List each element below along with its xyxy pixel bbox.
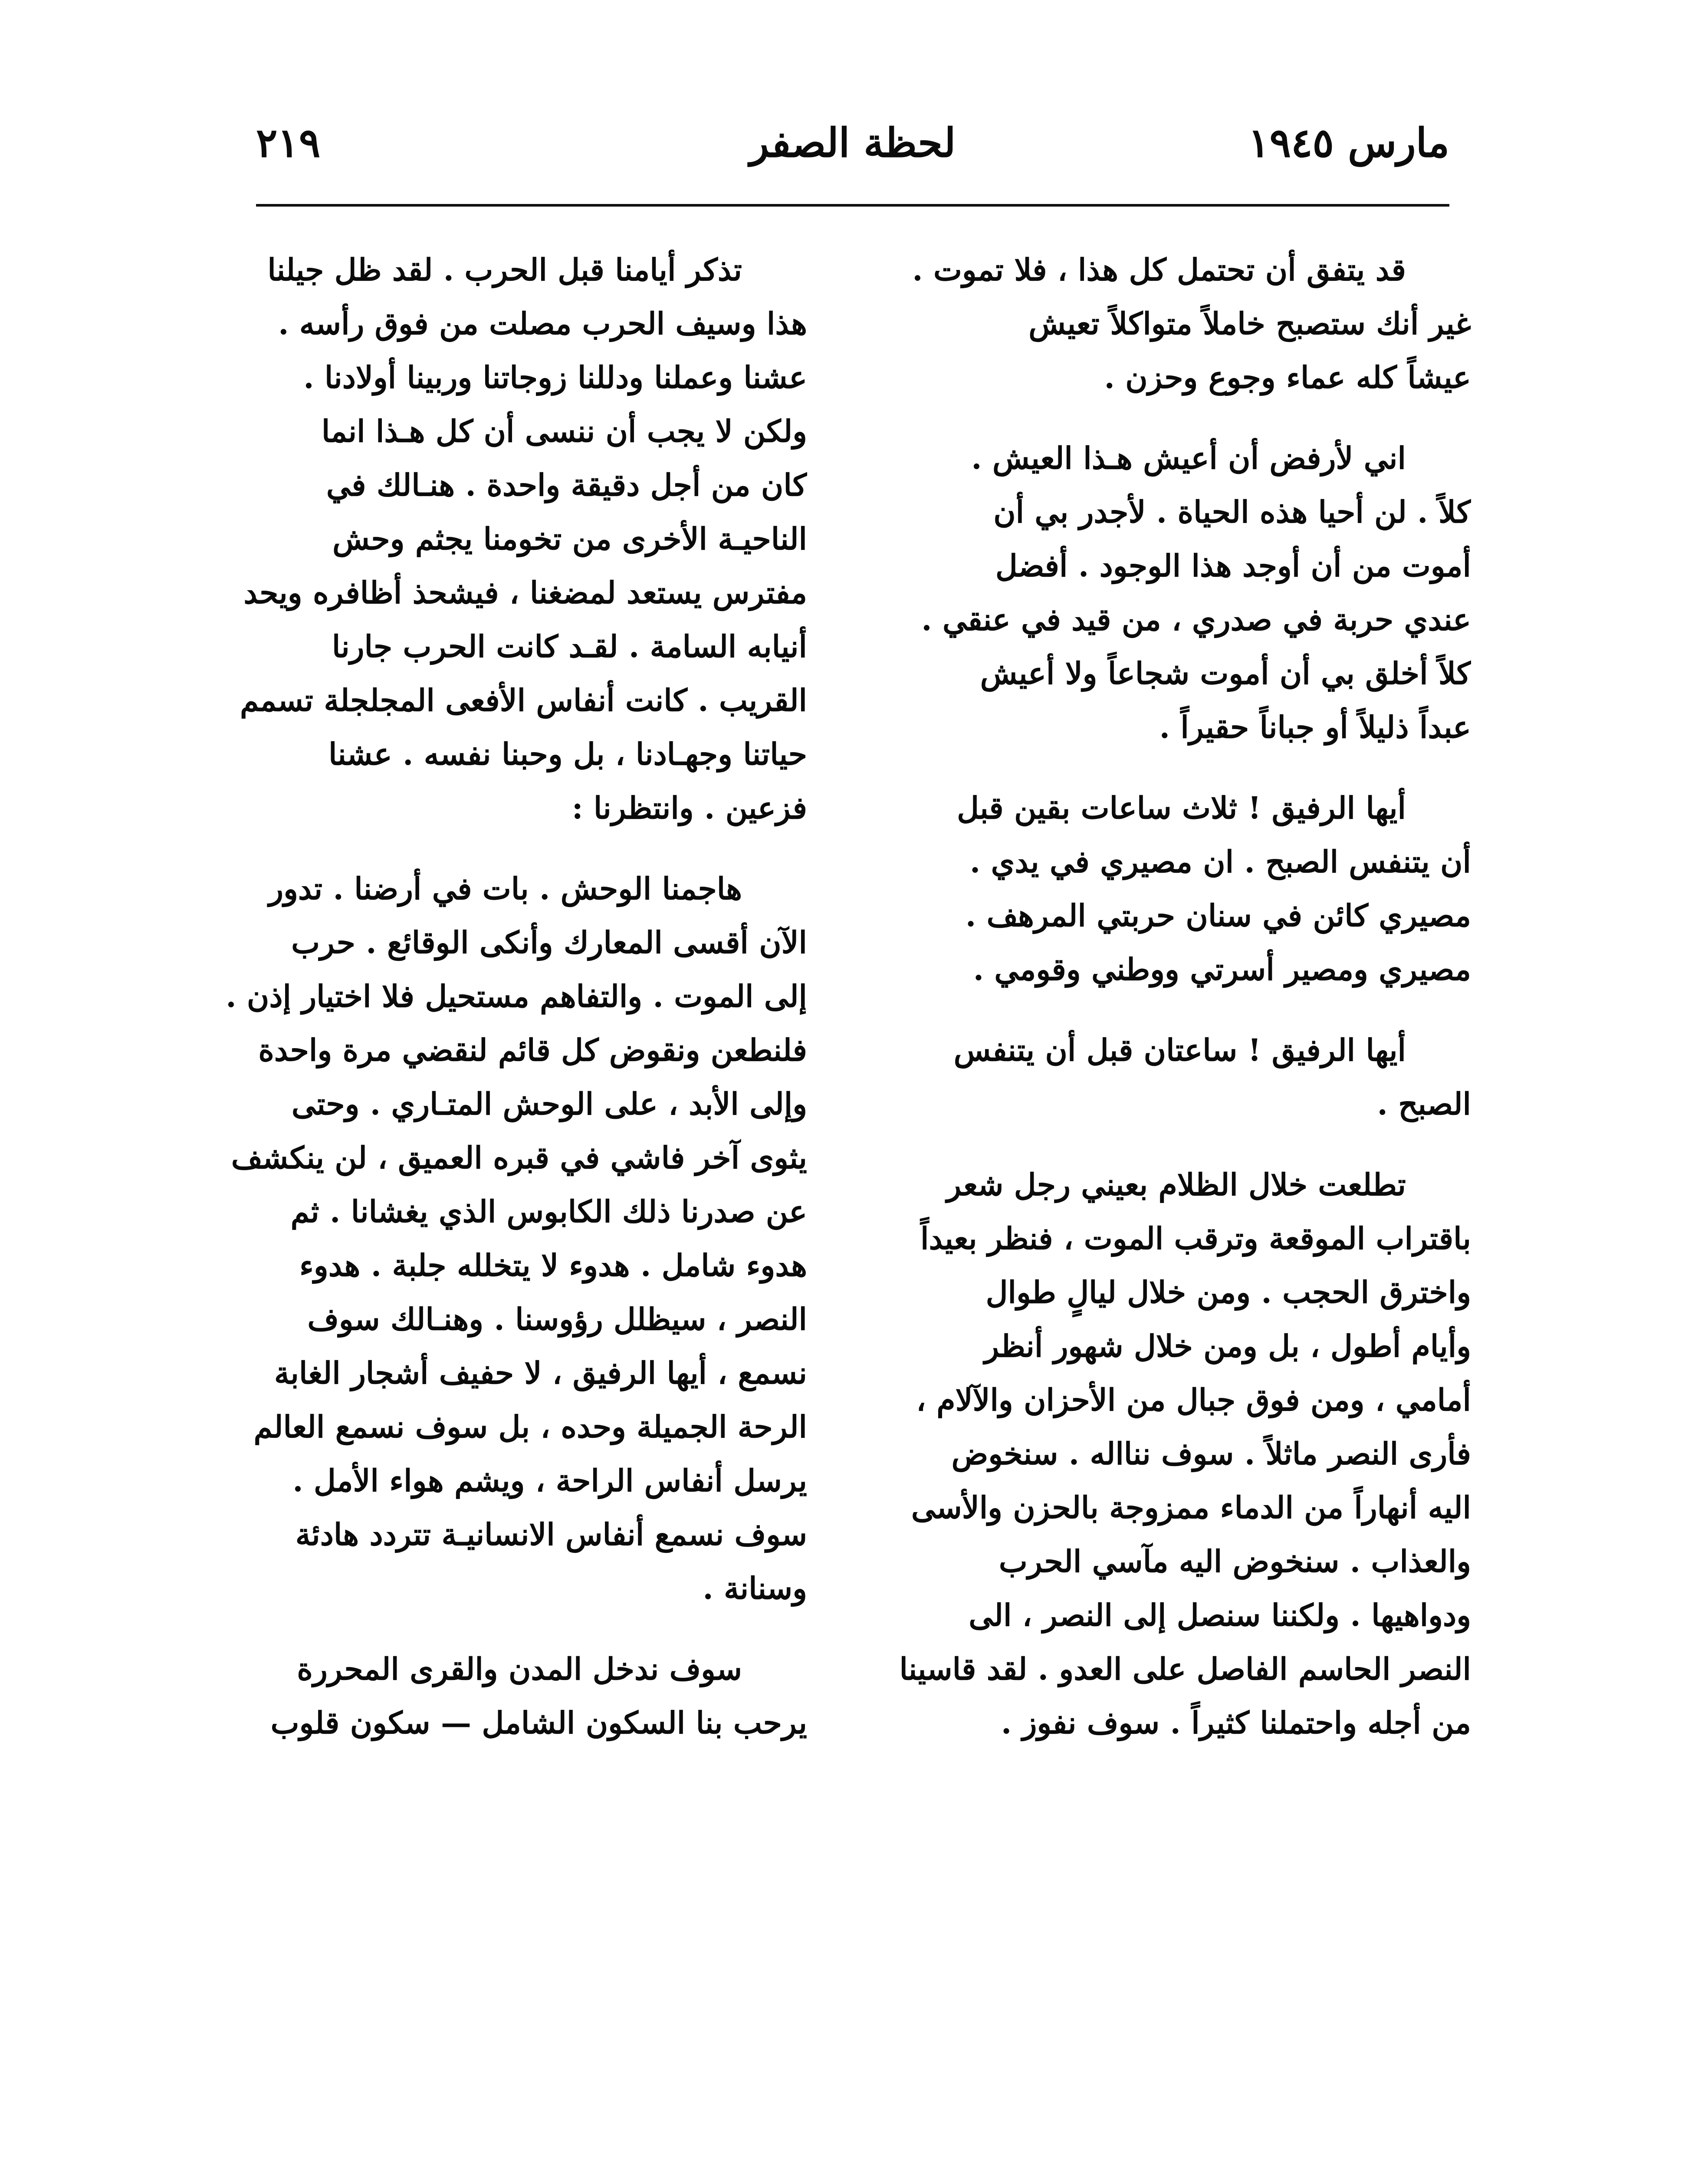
text-line: الرحة الجميلة وحده ، بل سوف نسمع العالم xyxy=(253,1409,807,1445)
text-line: ودواهيها . ولكننا سنصل إلى النصر ، الى xyxy=(969,1597,1471,1633)
header-rule xyxy=(256,204,1449,207)
text-line: يرسل أنفاس الراحة ، ويشم هواء الأمل . xyxy=(292,1463,807,1499)
text-line: كان من أجل دقيقة واحدة . هنـالك في xyxy=(326,467,807,503)
paragraph xyxy=(868,243,1471,404)
text-line: أيها الرفيق ! ساعتان قبل أن يتنفس xyxy=(953,1032,1406,1068)
text-line: كلاً . لن أحيا هذه الحياة . لأجدر بي أن xyxy=(993,494,1471,530)
text-line: نسمع ، أيها الرفيق ، لا حفيف أشجار الغابة xyxy=(274,1355,807,1391)
text-line: من أجله واحتملنا كثيراً . سوف نفوز . xyxy=(1001,1705,1471,1741)
text-line: حياتنا وجهـادنا ، بل وحبنا نفسه . عشنا xyxy=(328,736,807,772)
text-line: الناحيـة الأخرى من تخومنا يجثم وحش xyxy=(332,521,807,557)
text-line: الآن أقسى المعارك وأنكى الوقائع . حرب xyxy=(291,924,807,960)
text-line: كلاً أخلق بي أن أموت شجاعاً ولا أعيش xyxy=(980,655,1471,691)
text-line: إلى الموت . والتفاهم مستحيل فلا اختيار إذن . xyxy=(226,978,807,1014)
page-header xyxy=(256,119,1449,189)
text-line: تذكر أيامنا قبل الحرب . لقد ظل جيلنا xyxy=(267,252,742,288)
text-line: سوف ندخل المدن والقرى المحررة xyxy=(297,1651,742,1687)
text-line: وسنانة . xyxy=(703,1570,807,1606)
text-line: واخترق الحجب . ومن خلال ليالٍ طوال xyxy=(985,1274,1471,1310)
text-line: مفترس يستعد لمضغنا ، فيشحذ أظافره ويحد xyxy=(243,575,807,611)
text-line: فأرى النصر ماثلاً . سوف ننااله . سنخوض xyxy=(951,1436,1471,1472)
paragraph xyxy=(868,781,1471,996)
text-line: قد يتفق أن تحتمل كل هذا ، فلا تموت . xyxy=(912,252,1406,288)
text-line: هذا وسيف الحرب مصلت من فوق رأسه . xyxy=(278,306,807,342)
text-line: عندي حربة في صدري ، من قيد في عنقي . xyxy=(921,602,1471,638)
text-line: ولكن لا يجب أن ننسى أن كل هـذا انما xyxy=(321,413,807,449)
text-line: اني لأرفض أن أعيش هـذا العيش . xyxy=(971,440,1406,476)
text-line: عيشاً كله عماء وجوع وحزن . xyxy=(1104,359,1471,395)
paragraph xyxy=(868,1158,1471,1750)
text-line: سوف نسمع أنفاس الانسانيـة تتردد هادئة xyxy=(295,1516,807,1552)
header-title: لحظة الصفر xyxy=(749,119,956,166)
text-line: فزعين . وانتظرنا : xyxy=(572,790,807,826)
paragraph xyxy=(204,243,807,835)
text-line: تطلعت خلال الظلام بعيني رجل شعر xyxy=(946,1167,1406,1203)
text-line: هدوء شامل . هدوء لا يتخلله جلبة . هدوء xyxy=(299,1247,807,1283)
header-page-number: ٢١٩ xyxy=(256,119,321,166)
paragraph xyxy=(204,1642,807,1750)
text-line: أموت من أن أوجد هذا الوجود . أفضل xyxy=(995,548,1471,584)
paragraph xyxy=(868,1023,1471,1131)
header-date: مارس ١٩٤٥ xyxy=(1248,119,1449,166)
text-line: باقتراب الموقعة وترقب الموت ، فنظر بعيداً xyxy=(920,1220,1471,1256)
text-line: النصر ، سيظلل رؤوسنا . وهنـالك سوف xyxy=(307,1301,807,1337)
text-line: هاجمنا الوحش . بات في أرضنا . تدور xyxy=(269,871,742,907)
text-line: أنيابه السامة . لقـد كانت الحرب جارنا xyxy=(332,628,807,664)
text-line: عبداً ذليلاً أو جباناً حقيراً . xyxy=(1159,709,1471,745)
text-line: القريب . كانت أنفاس الأفعى المجلجلة تسمم xyxy=(240,682,807,718)
text-line: أيها الرفيق ! ثلاث ساعات بقين قبل xyxy=(957,790,1406,826)
paragraph xyxy=(868,431,1471,754)
text-line: الصبح . xyxy=(1377,1086,1471,1122)
text-line: مصيري ومصير أسرتي ووطني وقومي . xyxy=(973,951,1471,987)
paragraph xyxy=(204,862,807,1615)
text-line: عن صدرنا ذلك الكابوس الذي يغشانا . ثم xyxy=(290,1194,807,1230)
text-line: فلنطعن ونقوض كل قائم لنقضي مرة واحدة xyxy=(258,1032,807,1068)
text-line: وإلى الأبد ، على الوحش المتـاري . وحتى xyxy=(291,1086,807,1122)
text-line: اليه أنهاراً من الدماء ممزوجة بالحزن والأسى xyxy=(911,1489,1471,1526)
text-line: غير أنك ستصبح خاملاً متواكلاً تعيش xyxy=(1028,306,1471,342)
text-line: مصيري كائن في سنان حربتي المرهف . xyxy=(965,898,1471,934)
right-column xyxy=(868,243,1471,1777)
text-line: أن يتنفس الصبح . ان مصيري في يدي . xyxy=(969,844,1471,880)
text-line: يثوى آخر فاشي في قبره العميق ، لن ينكشف xyxy=(231,1140,807,1176)
text-line: وأيام أطول ، بل ومن خلال شهور أنظر xyxy=(984,1328,1471,1364)
left-column xyxy=(204,243,807,1777)
text-line: النصر الحاسم الفاصل على العدو . لقد قاسينا xyxy=(899,1651,1471,1687)
text-line: أمامي ، ومن فوق جبال من الأحزان والآلام ، xyxy=(916,1382,1471,1418)
text-line: عشنا وعملنا ودللنا زوجاتنا وربينا أولادنا . xyxy=(303,359,807,395)
text-line: يرحب بنا السكون الشامل — سكون قلوب xyxy=(270,1705,807,1741)
text-line: والعذاب . سنخوض اليه مآسي الحرب xyxy=(999,1543,1471,1579)
